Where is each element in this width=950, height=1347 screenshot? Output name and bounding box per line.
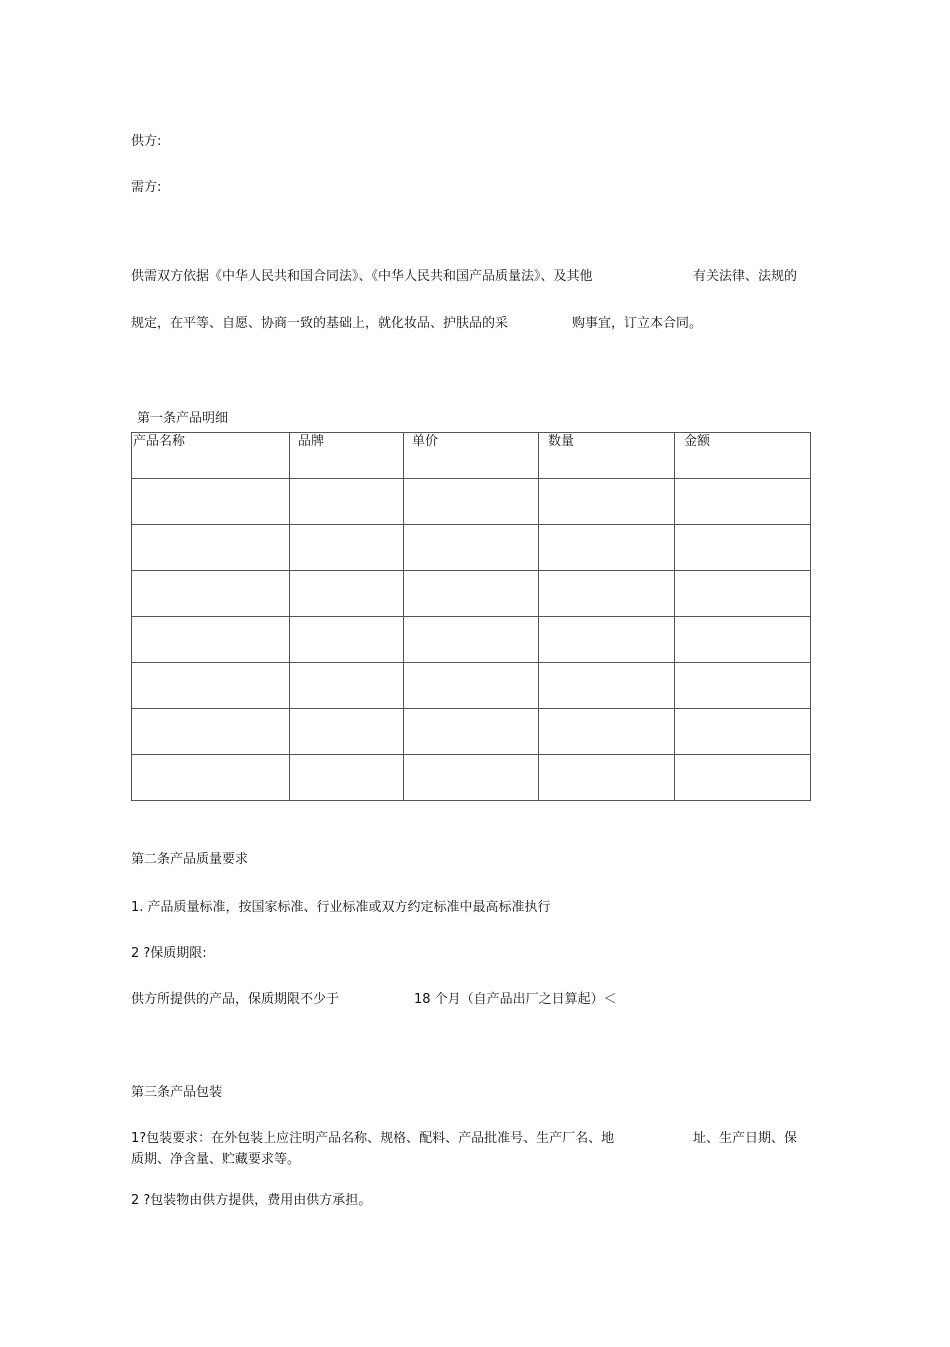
- article3-item2: 2 ?包装物由供方提供，费用由供方承担。: [131, 1193, 372, 1208]
- article3-item1-line1-right: 址、生产日期、保: [693, 1131, 798, 1146]
- table-cell: [404, 479, 539, 525]
- article2-item2-detail-right: 18 个月（自产品出厂之日算起）＜: [414, 992, 617, 1007]
- table-row: [132, 755, 811, 801]
- article2-item2-detail-left: 供方所提供的产品，保质期限不少于: [131, 992, 340, 1007]
- article2-title: 第二条产品质量要求: [131, 852, 249, 867]
- table-cell: [290, 617, 404, 663]
- table-cell: [539, 709, 675, 755]
- article3-item1-line2: 质期、净含量、贮藏要求等。: [131, 1152, 301, 1167]
- table-cell: [539, 479, 675, 525]
- table-cell: [132, 525, 290, 571]
- table-cell: [539, 755, 675, 801]
- table-row: [132, 571, 811, 617]
- table-cell: [404, 617, 539, 663]
- article3-title: 第三条产品包装: [131, 1085, 223, 1100]
- table-cell: [539, 663, 675, 709]
- table-cell: [404, 571, 539, 617]
- article3-item1-line1-left: 1?包装要求：在外包装上应注明产品名称、规格、配料、产品批准号、生产厂名、地: [131, 1131, 615, 1146]
- table-cell: [290, 479, 404, 525]
- column-header-quantity: 数量: [539, 433, 675, 479]
- buyer-label: 需方:: [131, 180, 162, 195]
- table-cell: [675, 755, 811, 801]
- table-header-row: [132, 433, 811, 479]
- table-cell: [290, 571, 404, 617]
- preamble-line1-left: 供需双方依据《中华人民共和国合同法》、《中华人民共和国产品质量法》、及其他: [131, 269, 593, 284]
- preamble-line1-right: 有关法律、法规的: [693, 269, 798, 284]
- table-cell: [404, 709, 539, 755]
- table-cell: [539, 617, 675, 663]
- table-cell: [290, 709, 404, 755]
- table-cell: [539, 525, 675, 571]
- table-cell: [675, 525, 811, 571]
- table-cell: [675, 571, 811, 617]
- table-cell: [132, 571, 290, 617]
- article2-item1: 1. 产品质量标准，按国家标准、行业标准或双方约定标准中最高标准执行: [131, 900, 551, 915]
- column-header-unit-price: 单价: [404, 433, 539, 479]
- article1-title: 第一条产品明细: [137, 411, 229, 426]
- table-cell: [132, 617, 290, 663]
- table-cell: [675, 617, 811, 663]
- table-row: [132, 663, 811, 709]
- preamble-line2-right: 购事宜，订立本合同。: [572, 316, 703, 331]
- table-cell: [675, 663, 811, 709]
- table-cell: [290, 525, 404, 571]
- table-row: [132, 479, 811, 525]
- table-row: [132, 617, 811, 663]
- table-cell: [132, 709, 290, 755]
- table-cell: [290, 755, 404, 801]
- table-row: [132, 525, 811, 571]
- table-cell: [132, 663, 290, 709]
- table-cell: [675, 709, 811, 755]
- table-cell: [404, 755, 539, 801]
- table-cell: [404, 663, 539, 709]
- table-row: [132, 709, 811, 755]
- table-cell: [132, 479, 290, 525]
- table-cell: [404, 525, 539, 571]
- table-cell: [132, 755, 290, 801]
- product-detail-table: [131, 432, 811, 801]
- table-cell: [290, 663, 404, 709]
- table-cell: [539, 571, 675, 617]
- column-header-product-name: 产品名称: [132, 433, 290, 479]
- preamble-line2-left: 规定，在平等、自愿、协商一致的基础上，就化妆品、护肤品的采: [131, 316, 509, 331]
- column-header-amount: 金额: [675, 433, 811, 479]
- table-cell: [675, 479, 811, 525]
- article2-item2: 2 ?保质期限:: [131, 946, 207, 961]
- supplier-label: 供方:: [131, 134, 162, 149]
- column-header-brand: 品牌: [290, 433, 404, 479]
